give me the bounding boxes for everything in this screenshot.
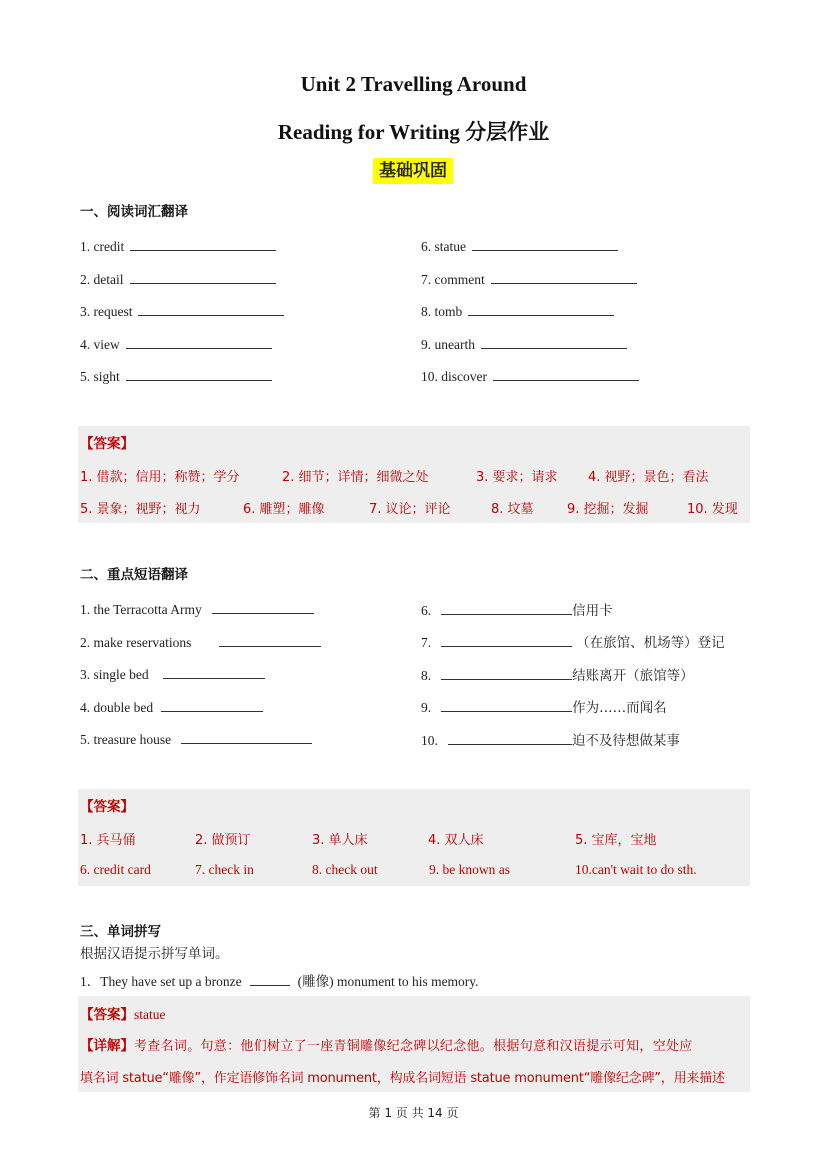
answer-item: 1. 借款；信用；称赞；学分 xyxy=(80,470,240,485)
section3-instruction: 根据汉语提示拼写单词。 xyxy=(80,946,229,962)
phrase-item: 3. single bed xyxy=(80,664,265,683)
vocab-item: 9. unearth xyxy=(421,334,627,353)
phrase-item: 1. the Terracotta Army xyxy=(80,599,314,618)
answer-item: 6. 雕塑；雕像 xyxy=(243,502,325,517)
answer-box xyxy=(78,996,750,1092)
answer-blank[interactable] xyxy=(491,269,637,284)
answer-text: statue xyxy=(134,1007,166,1022)
phrase-item: 7. （在旅馆、机场等）登记 xyxy=(421,631,725,651)
answer-blank[interactable] xyxy=(493,366,639,381)
vocab-item: 8. tomb xyxy=(421,301,614,320)
worksheet-subtitle: Reading for Writing 分层作业 xyxy=(277,120,550,144)
vocab-item: 7. comment xyxy=(421,269,637,288)
answer-box xyxy=(78,789,750,886)
answer-blank[interactable] xyxy=(126,366,272,381)
answer-box xyxy=(78,426,750,523)
answer-blank[interactable] xyxy=(219,632,321,647)
answer-blank[interactable] xyxy=(126,334,272,349)
answer-item: 2. 做预订 xyxy=(195,833,251,848)
answer-label: 【答案】 xyxy=(80,799,134,815)
answer-blank[interactable] xyxy=(441,632,572,647)
phrase-item: 9. 作为……而闻名 xyxy=(421,696,667,716)
answer-item: 10. 发现 xyxy=(687,502,738,517)
answer-item: 6. credit card xyxy=(80,862,151,877)
answer-blank[interactable] xyxy=(472,236,618,251)
answer-blank[interactable] xyxy=(441,665,572,680)
vocab-item: 1. credit xyxy=(80,236,276,255)
answer-blank[interactable] xyxy=(161,697,263,712)
answer-item: 2. 细节；详情；细微之处 xyxy=(282,470,429,485)
answer-item: 3. 要求；请求 xyxy=(476,470,558,485)
answer-item: 5. 宝库，宝地 xyxy=(575,833,657,848)
answer-item: 7. check in xyxy=(195,862,254,877)
answer-blank[interactable] xyxy=(130,269,276,284)
detail-text: 考查名词。句意：他们树立了一座青铜雕像纪念碑以纪念他。根据句意和汉语提示可知，空处应 xyxy=(134,1039,693,1054)
answer-label: 【答案】 xyxy=(80,436,134,452)
answer-blank[interactable] xyxy=(163,664,265,679)
answer-blank[interactable] xyxy=(138,301,284,316)
answer-item: 8. check out xyxy=(312,862,378,877)
answer-blank[interactable] xyxy=(468,301,614,316)
answer-blank[interactable] xyxy=(481,334,627,349)
answer-blank[interactable] xyxy=(448,730,572,745)
answer-blank[interactable] xyxy=(130,236,276,251)
vocab-item: 4. view xyxy=(80,334,272,353)
answer-item: 10.can't wait to do sth. xyxy=(575,862,697,877)
vocab-item: 10. discover xyxy=(421,366,639,385)
answer-item: 7. 议论；评论 xyxy=(369,502,451,517)
answer-item: 3. 单人床 xyxy=(312,833,368,848)
answer-line xyxy=(80,1003,166,1023)
vocab-item: 2. detail xyxy=(80,269,276,288)
question-1: 1．They have set up a bronze (雕像) monument to his memory. xyxy=(80,970,479,990)
phrase-item: 10. 迫不及待想做某事 xyxy=(421,729,680,749)
detail-line xyxy=(80,1034,693,1054)
section1-heading: 一、阅读词汇翻译 xyxy=(80,204,188,220)
answer-label: 【答案】 xyxy=(80,1007,134,1023)
vocab-item: 3. request xyxy=(80,301,284,320)
section3-heading: 三、单词拼写 xyxy=(80,924,161,940)
page-footer: 第 1 页 共 14 页 xyxy=(368,1106,459,1120)
answer-blank[interactable] xyxy=(212,599,314,614)
detail-label: 【详解】 xyxy=(80,1038,134,1054)
answer-item: 4. 视野；景色；看法 xyxy=(588,470,709,485)
answer-item: 9. 挖掘；发掘 xyxy=(567,502,649,517)
answer-item: 1. 兵马俑 xyxy=(80,833,136,848)
phrase-item: 4. double bed xyxy=(80,697,263,716)
vocab-item: 5. sight xyxy=(80,366,272,385)
worksheet-title: Unit 2 Travelling Around xyxy=(300,72,527,96)
answer-item: 4. 双人床 xyxy=(428,833,484,848)
detail-text: 填名词 statue“雕像”，作定语修饰名词 monument，构成名词短语 statue monument“雕像纪念碑”，用来描述 xyxy=(80,1071,725,1086)
answer-blank[interactable] xyxy=(181,729,312,744)
phrase-item: 8. 结账离开（旅馆等） xyxy=(421,664,694,684)
vocab-item: 6. statue xyxy=(421,236,618,255)
answer-item: 5. 景象；视野；视力 xyxy=(80,502,201,517)
answer-item: 8. 坟墓 xyxy=(491,502,534,517)
answer-blank[interactable] xyxy=(250,971,290,986)
answer-blank[interactable] xyxy=(441,600,572,615)
section2-heading: 二、重点短语翻译 xyxy=(80,567,188,583)
level-badge: 基础巩固 xyxy=(373,158,453,184)
phrase-item: 2. make reservations xyxy=(80,632,321,651)
answer-item: 9. be known as xyxy=(429,862,510,877)
phrase-item: 6. 信用卡 xyxy=(421,599,613,619)
answer-blank[interactable] xyxy=(441,697,572,712)
phrase-item: 5. treasure house xyxy=(80,729,312,748)
